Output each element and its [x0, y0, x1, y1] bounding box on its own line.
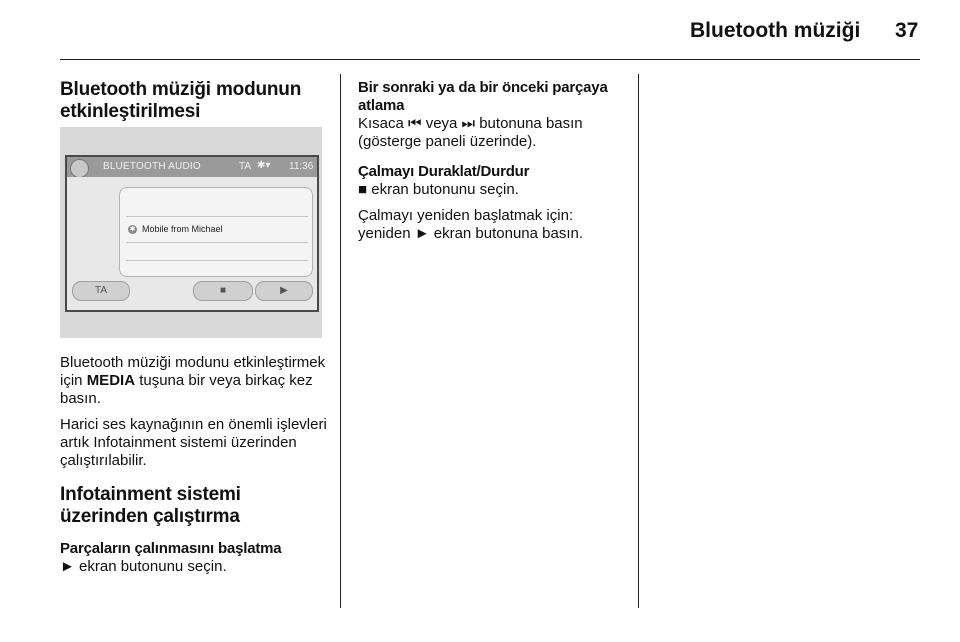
stop-button[interactable]: ■ [193, 281, 253, 301]
column-divider-1 [340, 74, 341, 608]
bluetooth-signal-icon: ✱▾ [257, 160, 271, 171]
page-header-title: Bluetooth müziği [690, 19, 861, 42]
subheading-start-playback: Parçaların çalınmasını başlatma [60, 540, 282, 557]
page-number: 37 [895, 19, 919, 42]
list-divider [126, 242, 308, 243]
play-button[interactable]: ▶ [255, 281, 313, 301]
bluetooth-icon: ✱ [129, 226, 136, 233]
column-1-top [60, 79, 328, 131]
section-heading-operation: Infotainment sistemi üzerinden çalıştırma [60, 484, 241, 527]
home-orb-icon [70, 159, 89, 178]
paragraph-external-source: Harici ses kaynağının en önemli işlevleri artık Infotainment sistemi üzerinden çalıştırılabilir. [60, 416, 327, 469]
screen-title: BLUETOOTH AUDIO [103, 161, 201, 172]
ta-button[interactable]: TA [72, 281, 130, 301]
list-item-device[interactable]: Mobile from Michael [142, 224, 223, 234]
text-activate-after: tuşuna bir veya birkaç kez basın. [60, 372, 313, 407]
section-heading-activation: Bluetooth müziği modunun etkinleştirilmesi [60, 79, 302, 122]
screen-frame [65, 155, 319, 312]
column-2 [358, 79, 626, 251]
paragraph-activate [60, 354, 328, 408]
text-restart: Çalmayı yeniden başlatmak için: yeniden ► ekran butonuna basın. [358, 207, 584, 242]
text-skip-track: Kısaca ⏮ veya ⏭ butonuna basın (gösterge paneli üzerinde). [358, 115, 583, 150]
ta-indicator: TA [239, 161, 252, 172]
column-1-body [60, 354, 328, 576]
column-divider-2 [638, 74, 639, 608]
screen-titlebar [67, 157, 317, 177]
header-rule [60, 59, 920, 60]
text-start-playback: ► ekran butonunu seçin. [60, 558, 227, 575]
subheading-skip-track: Bir sonraki ya da bir önceki parçaya atlama [358, 79, 608, 114]
media-key-label: MEDIA [86, 372, 136, 389]
text-stop: ■ ekran butonunu seçin. [358, 181, 519, 198]
list-divider [126, 216, 308, 217]
device-list [119, 187, 313, 277]
infotainment-screenshot [60, 127, 322, 338]
screen-content [67, 177, 317, 310]
list-divider [126, 260, 308, 261]
clock: 11:36 [289, 161, 314, 172]
text-activate-before: Bluetooth müziği modunu etkinleştirmek için [60, 354, 326, 389]
subheading-pause-stop: Çalmayı Duraklat/Durdur [358, 163, 530, 180]
